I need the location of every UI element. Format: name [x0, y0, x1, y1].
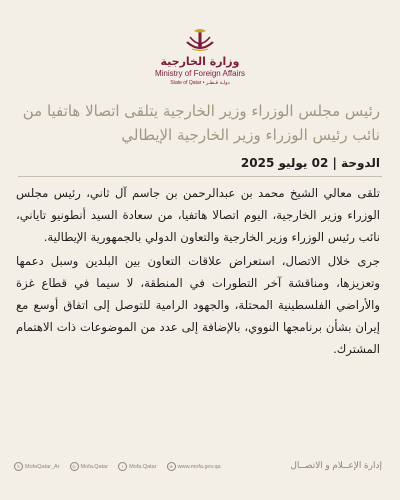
facebook-icon: f: [118, 462, 127, 471]
x-icon: 𝕏: [14, 462, 23, 471]
state-label: State of Qatar • دولـة قـطـر: [170, 80, 230, 86]
social-links: [14, 462, 221, 471]
social-instagram[interactable]: [70, 462, 109, 471]
social-handle: Mofa.Qatar: [129, 463, 157, 470]
social-facebook[interactable]: [118, 462, 157, 471]
social-x[interactable]: [14, 462, 60, 471]
press-headline: رئيس مجلس الوزراء وزير الخارجية يتلقى اتصالا هاتفيا من نائب رئيس الوزراء وزير الخارجية الإيطالي: [22, 102, 380, 144]
dateline: الدوحة | 02 يوليو 2025: [240, 156, 380, 170]
social-web[interactable]: [167, 462, 221, 471]
social-handle: www.mofa.gov.qa: [177, 463, 221, 470]
paragraph-1: تلقى معالي الشيخ محمد بن عبدالرحمن بن جاسم آل ثاني، رئيس مجلس الوزراء وزير الخارجية، اليوم اتصالا هاتفيا، من سعادة السيد أنطونيو تاياني، نائب رئيس الوزراء وزير الخارجية والتعاون الدولي بالجمهورية الإيطالية.: [16, 186, 380, 244]
web-icon: ⊕: [167, 462, 176, 471]
department-name: إدارة الإعــلام و الاتصــال: [290, 460, 382, 470]
qatar-emblem-icon: [183, 28, 217, 54]
ministry-name-english: Ministry of Foreign Affairs: [154, 69, 246, 78]
social-handle: MofaQatar_Ar: [25, 463, 60, 470]
footer: [0, 458, 400, 480]
social-handle: Mofa.Qatar: [80, 463, 109, 470]
paragraph-2: جرى خلال الاتصال، استعراض علاقات التعاون بين البلدين وسبل دعمها وتعزيزها، ومناقشة آخر التطورات في المنطقة، لا سيما في قطاع غزة والأراضي الفلسطينية المحتلة، والجهود الرامية للتوصل إلى اتفاق أوسع مع إيران بشأن برنامجها النووي، بالإضافة إلى عدد من الموضوعات ذات الاهتمام المشترك.: [16, 254, 380, 356]
ministry-name-arabic: وزارة الخارجية: [160, 55, 240, 68]
divider: [18, 176, 382, 177]
ministry-logo: [0, 28, 400, 87]
instagram-icon: ◎: [70, 462, 79, 471]
